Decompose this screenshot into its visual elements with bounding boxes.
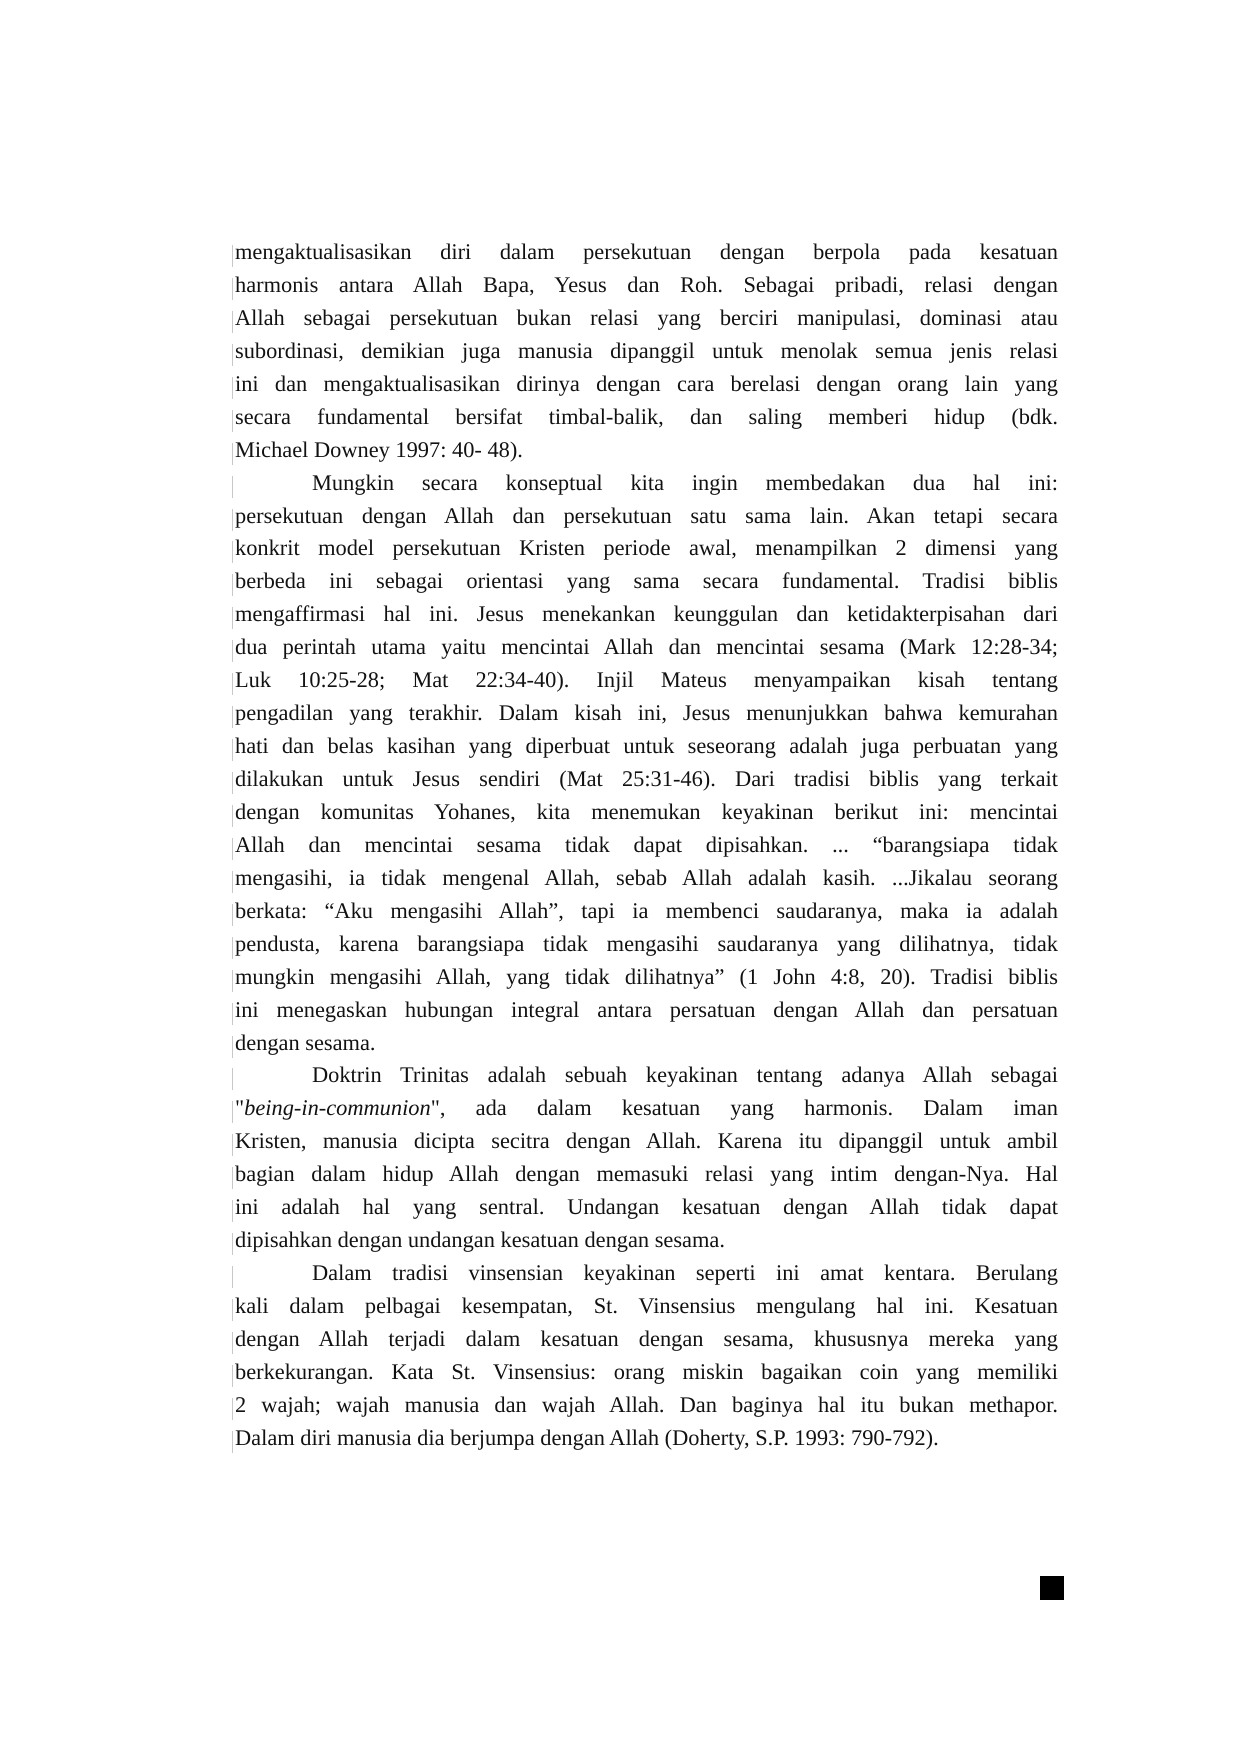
text-line: mengaktualisasikan diri dalam persekutuan dengan berpola pada kesatuan <box>235 236 1058 269</box>
text-line: harmonis antara Allah Bapa, Yesus dan Roh. Sebagai pribadi, relasi dengan <box>235 269 1058 302</box>
paragraph-2 <box>235 467 1058 1060</box>
text-line: 2 wajah; wajah manusia dan wajah Allah. Dan baginya hal itu bukan methapor. <box>235 1389 1058 1422</box>
paragraph-3 <box>235 1059 1058 1257</box>
text-line: Luk 10:25-28; Mat 22:34-40). Injil Mateus menyampaikan kisah tentang <box>235 664 1058 697</box>
text-line: Allah dan mencintai sesama tidak dapat dipisahkan. ... “barangsiapa tidak <box>235 829 1058 862</box>
text-line: persekutuan dengan Allah dan persekutuan satu sama lain. Akan tetapi secara <box>235 500 1058 533</box>
text-line: dua perintah utama yaitu mencintai Allah dan mencintai sesama (Mark 12:28-34; <box>235 631 1058 664</box>
text-line: Kristen, manusia dicipta secitra dengan Allah. Karena itu dipanggil untuk ambil <box>235 1125 1058 1158</box>
italic-term: being-in-communion <box>244 1095 431 1121</box>
text-line: subordinasi, demikian juga manusia dipanggil untuk menolak semua jenis relasi <box>235 335 1058 368</box>
text-line: mungkin mengasihi Allah, yang tidak dilihatnya” (1 John 4:8, 20). Tradisi biblis <box>235 961 1058 994</box>
text-line: ini adalah hal yang sentral. Undangan kesatuan dengan Allah tidak dapat <box>235 1191 1058 1224</box>
text-line: Allah sebagai persekutuan bukan relasi yang berciri manipulasi, dominasi atau <box>235 302 1058 335</box>
text-line: mengaffirmasi hal ini. Jesus menekankan keunggulan dan ketidakterpisahan dari <box>235 598 1058 631</box>
paragraph-4 <box>235 1257 1058 1455</box>
text-line: dengan komunitas Yohanes, kita menemukan keyakinan berikut ini: mencintai <box>235 796 1058 829</box>
paragraph-1 <box>235 236 1058 467</box>
text-line: dengan sesama. <box>235 1027 1058 1060</box>
text-line: hati dan belas kasihan yang diperbuat untuk seseorang adalah juga perbuatan yang <box>235 730 1058 763</box>
text-line: Dalam tradisi vinsensian keyakinan seperti ini amat kentara. Berulang <box>235 1257 1058 1290</box>
text-line: ini menegaskan hubungan integral antara persatuan dengan Allah dan persatuan <box>235 994 1058 1027</box>
text-line: ini dan mengaktualisasikan dirinya dengan cara berelasi dengan orang lain yang <box>235 368 1058 401</box>
text-line: konkrit model persekutuan Kristen periode awal, menampilkan 2 dimensi yang <box>235 532 1058 565</box>
text-line-mixed: "being-in-communion", ada dalam kesatuan yang harmonis. Dalam iman <box>235 1095 1058 1121</box>
text-line: secara fundamental bersifat timbal-balik, dan saling memberi hidup (bdk. <box>235 401 1058 434</box>
black-square-icon <box>1040 1576 1064 1600</box>
text-line: Michael Downey 1997: 40- 48). <box>235 434 1058 467</box>
text-line: mengasihi, ia tidak mengenal Allah, sebab Allah adalah kasih. ...Jikalau seorang <box>235 862 1058 895</box>
text-line: pengadilan yang terakhir. Dalam kisah ini, Jesus menunjukkan bahwa kemurahan <box>235 697 1058 730</box>
text-line: Dalam diri manusia dia berjumpa dengan Allah (Doherty, S.P. 1993: 790-792). <box>235 1422 1058 1455</box>
body-text <box>235 236 1058 1455</box>
text-line: bagian dalam hidup Allah dengan memasuki relasi yang intim dengan-Nya. Hal <box>235 1158 1058 1191</box>
text-line <box>235 1092 1058 1125</box>
text-line: kali dalam pelbagai kesempatan, St. Vinsensius mengulang hal ini. Kesatuan <box>235 1290 1058 1323</box>
text-line: dipisahkan dengan undangan kesatuan dengan sesama. <box>235 1224 1058 1257</box>
text-line: berbeda ini sebagai orientasi yang sama secara fundamental. Tradisi biblis <box>235 565 1058 598</box>
text-line: dilakukan untuk Jesus sendiri (Mat 25:31-46). Dari tradisi biblis yang terkait <box>235 763 1058 796</box>
text-line: Mungkin secara konseptual kita ingin membedakan dua hal ini: <box>235 467 1058 500</box>
text-line: berkata: “Aku mengasihi Allah”, tapi ia membenci saudaranya, maka ia adalah <box>235 895 1058 928</box>
text-line: berkekurangan. Kata St. Vinsensius: orang miskin bagaikan coin yang memiliki <box>235 1356 1058 1389</box>
text-line: pendusta, karena barangsiapa tidak mengasihi saudaranya yang dilihatnya, tidak <box>235 928 1058 961</box>
text-line: dengan Allah terjadi dalam kesatuan dengan sesama, khususnya mereka yang <box>235 1323 1058 1356</box>
text-line: Doktrin Trinitas adalah sebuah keyakinan tentang adanya Allah sebagai <box>235 1059 1058 1092</box>
